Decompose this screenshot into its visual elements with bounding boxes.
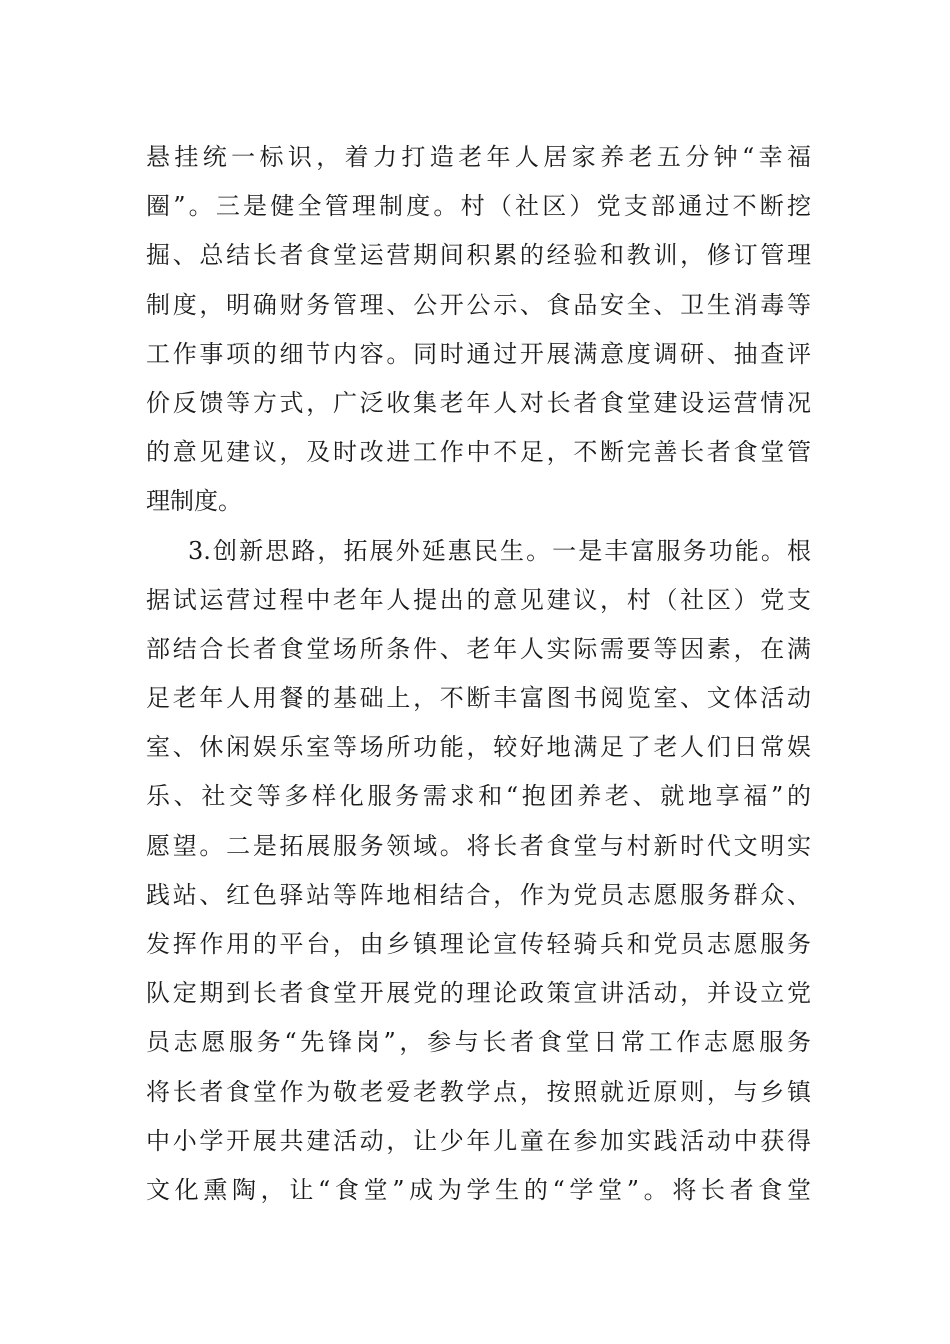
text-line: 队定期到长者食堂开展党的理论政策宣讲活动，并设立党 — [146, 979, 811, 1008]
text-line: 践站、红色驿站等阵地相结合，作为党员志愿服务群众、 — [146, 880, 811, 909]
text-line: 的意见建议，及时改进工作中不足，不断完善长者食堂管 — [146, 438, 811, 467]
body-text — [146, 133, 811, 1215]
text-line: 部结合长者食堂场所条件、老年人实际需要等因素，在满 — [146, 634, 811, 663]
paragraph-heading-line: 3.创新思路，拓展外延惠民生。一是丰富服务功能。根 — [188, 536, 811, 565]
text-line: 将长者食堂作为敬老爱老教学点，按照就近原则，与乡镇 — [146, 1077, 811, 1106]
text-line: 乐、社交等多样化服务需求和“抱团养老、就地享福”的 — [146, 782, 811, 811]
text-line: 理制度。 — [146, 487, 242, 516]
text-line: 员志愿服务“先锋岗”，参与长者食堂日常工作志愿服务 — [146, 1028, 811, 1057]
text-line: 工作事项的细节内容。同时通过开展满意度调研、抽查评 — [146, 339, 811, 368]
text-line: 中小学开展共建活动，让少年儿童在参加实践活动中获得 — [146, 1126, 811, 1155]
text-line: 文化熏陶，让“食堂”成为学生的“学堂”。将长者食堂 — [146, 1175, 811, 1204]
text-line: 发挥作用的平台，由乡镇理论宣传轻骑兵和党员志愿服务 — [146, 930, 811, 958]
text-line: 制度，明确财务管理、公开公示、食品安全、卫生消毒等 — [146, 290, 811, 319]
text-line: 据试运营过程中老年人提出的意见建议，村（社区）党支 — [146, 585, 811, 614]
text-line: 掘、总结长者食堂运营期间积累的经验和教训，修订管理 — [146, 241, 811, 270]
text-line: 室、休闲娱乐室等场所功能，较好地满足了老人们日常娱 — [146, 733, 811, 762]
text-line: 价反馈等方式，广泛收集老年人对长者食堂建设运营情况 — [146, 388, 811, 417]
text-line: 悬挂统一标识，着力打造老年人居家养老五分钟“幸福 — [146, 143, 811, 171]
text-line: 足老年人用餐的基础上，不断丰富图书阅览室、文体活动 — [146, 684, 811, 713]
text-line: 愿望。二是拓展服务领域。将长者食堂与村新时代文明实 — [146, 831, 811, 860]
text-line: 圈”。三是健全管理制度。村（社区）党支部通过不断挖 — [146, 192, 811, 221]
